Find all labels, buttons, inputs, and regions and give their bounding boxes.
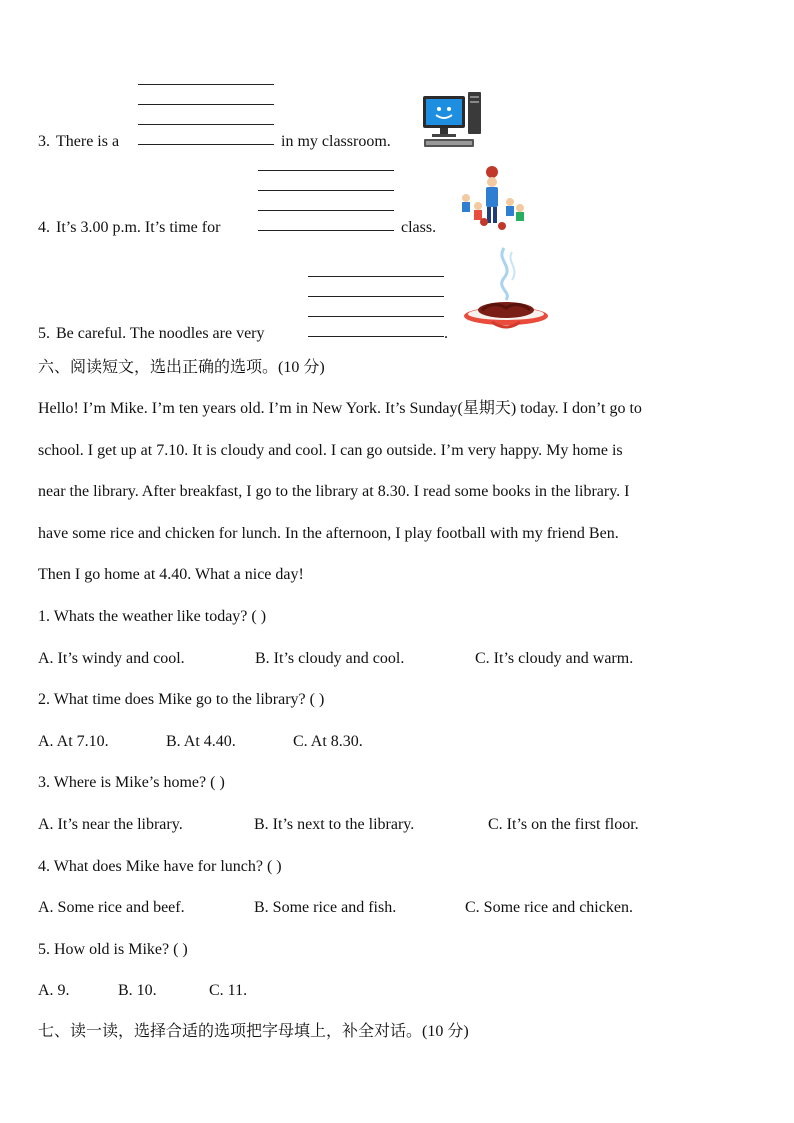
answer-option[interactable]: C. At 8.30. [293, 733, 363, 750]
passage-line: school. I get up at 7.10. It is cloudy and cool. I can go outside. I’m very happy. My home is [38, 442, 623, 459]
sentence-start: There is a [56, 133, 120, 150]
passage-line: near the library. After breakfast, I go to the library at 8.30. I read some books in the library. I [38, 483, 630, 500]
passage-line: Hello! I’m Mike. I’m ten years old. I’m in New York. It’s Sunday(星期天) today. I don’t go to [38, 400, 642, 417]
answer-option[interactable]: B. At 4.40. [166, 733, 236, 750]
answer-option[interactable]: A. It’s windy and cool. [38, 650, 185, 667]
sentence-start: Be careful. The noodles are very [56, 325, 265, 342]
writing-guide-line [308, 296, 444, 297]
answer-option[interactable]: C. 11. [209, 982, 248, 999]
section-title: 六、阅读短文，选出正确的选项。(10 分) [38, 359, 325, 376]
answer-option[interactable]: A. At 7.10. [38, 733, 109, 750]
writing-guide-line [138, 104, 274, 105]
question: 4. What does Mike have for lunch? ( ) [38, 858, 282, 875]
writing-guide-line [258, 190, 394, 191]
writing-guide-line [308, 316, 444, 317]
answer-option[interactable]: A. It’s near the library. [38, 816, 183, 833]
answer-option[interactable]: A. Some rice and beef. [38, 899, 185, 916]
answer-option[interactable]: C. It’s cloudy and warm. [475, 650, 634, 667]
sentence-end: class. [401, 219, 437, 236]
question: 3. Where is Mike’s home? ( ) [38, 774, 225, 791]
answer-option[interactable]: C. It’s on the first floor. [488, 816, 639, 833]
answer-blank[interactable] [258, 230, 394, 231]
computer-icon [420, 90, 484, 150]
question: 1. Whats the weather like today? ( ) [38, 608, 267, 625]
answer-option[interactable]: C. Some rice and chicken. [465, 899, 633, 916]
answer-option[interactable]: B. It’s next to the library. [254, 816, 415, 833]
sentence-end: in my classroom. [281, 133, 391, 150]
writing-guide-line [138, 124, 274, 125]
sentence-start: It’s 3.00 p.m. It’s time for [56, 219, 221, 236]
passage-line: Then I go home at 4.40. What a nice day! [38, 566, 304, 583]
sports-class-icon [454, 162, 530, 234]
item-number: 5. [38, 325, 50, 342]
answer-blank[interactable] [138, 144, 274, 145]
answer-option[interactable]: B. It’s cloudy and cool. [255, 650, 405, 667]
item-number: 3. [38, 133, 50, 150]
question: 2. What time does Mike go to the library? ( ) [38, 691, 325, 708]
hot-noodles-icon [460, 242, 552, 338]
writing-guide-line [258, 170, 394, 171]
writing-guide-line [138, 84, 274, 85]
answer-option[interactable]: B. 10. [118, 982, 157, 999]
section-title: 七、读一读，选择合适的选项把字母填上，补全对话。(10 分) [38, 1023, 469, 1040]
writing-guide-line [308, 276, 444, 277]
answer-option[interactable]: A. 9. [38, 982, 70, 999]
sentence-end: . [444, 325, 448, 342]
writing-guide-line [258, 210, 394, 211]
question: 5. How old is Mike? ( ) [38, 941, 188, 958]
passage-line: have some rice and chicken for lunch. In the afternoon, I play football with my friend Ben. [38, 525, 619, 542]
answer-blank[interactable] [308, 336, 444, 337]
answer-option[interactable]: B. Some rice and fish. [254, 899, 397, 916]
item-number: 4. [38, 219, 50, 236]
